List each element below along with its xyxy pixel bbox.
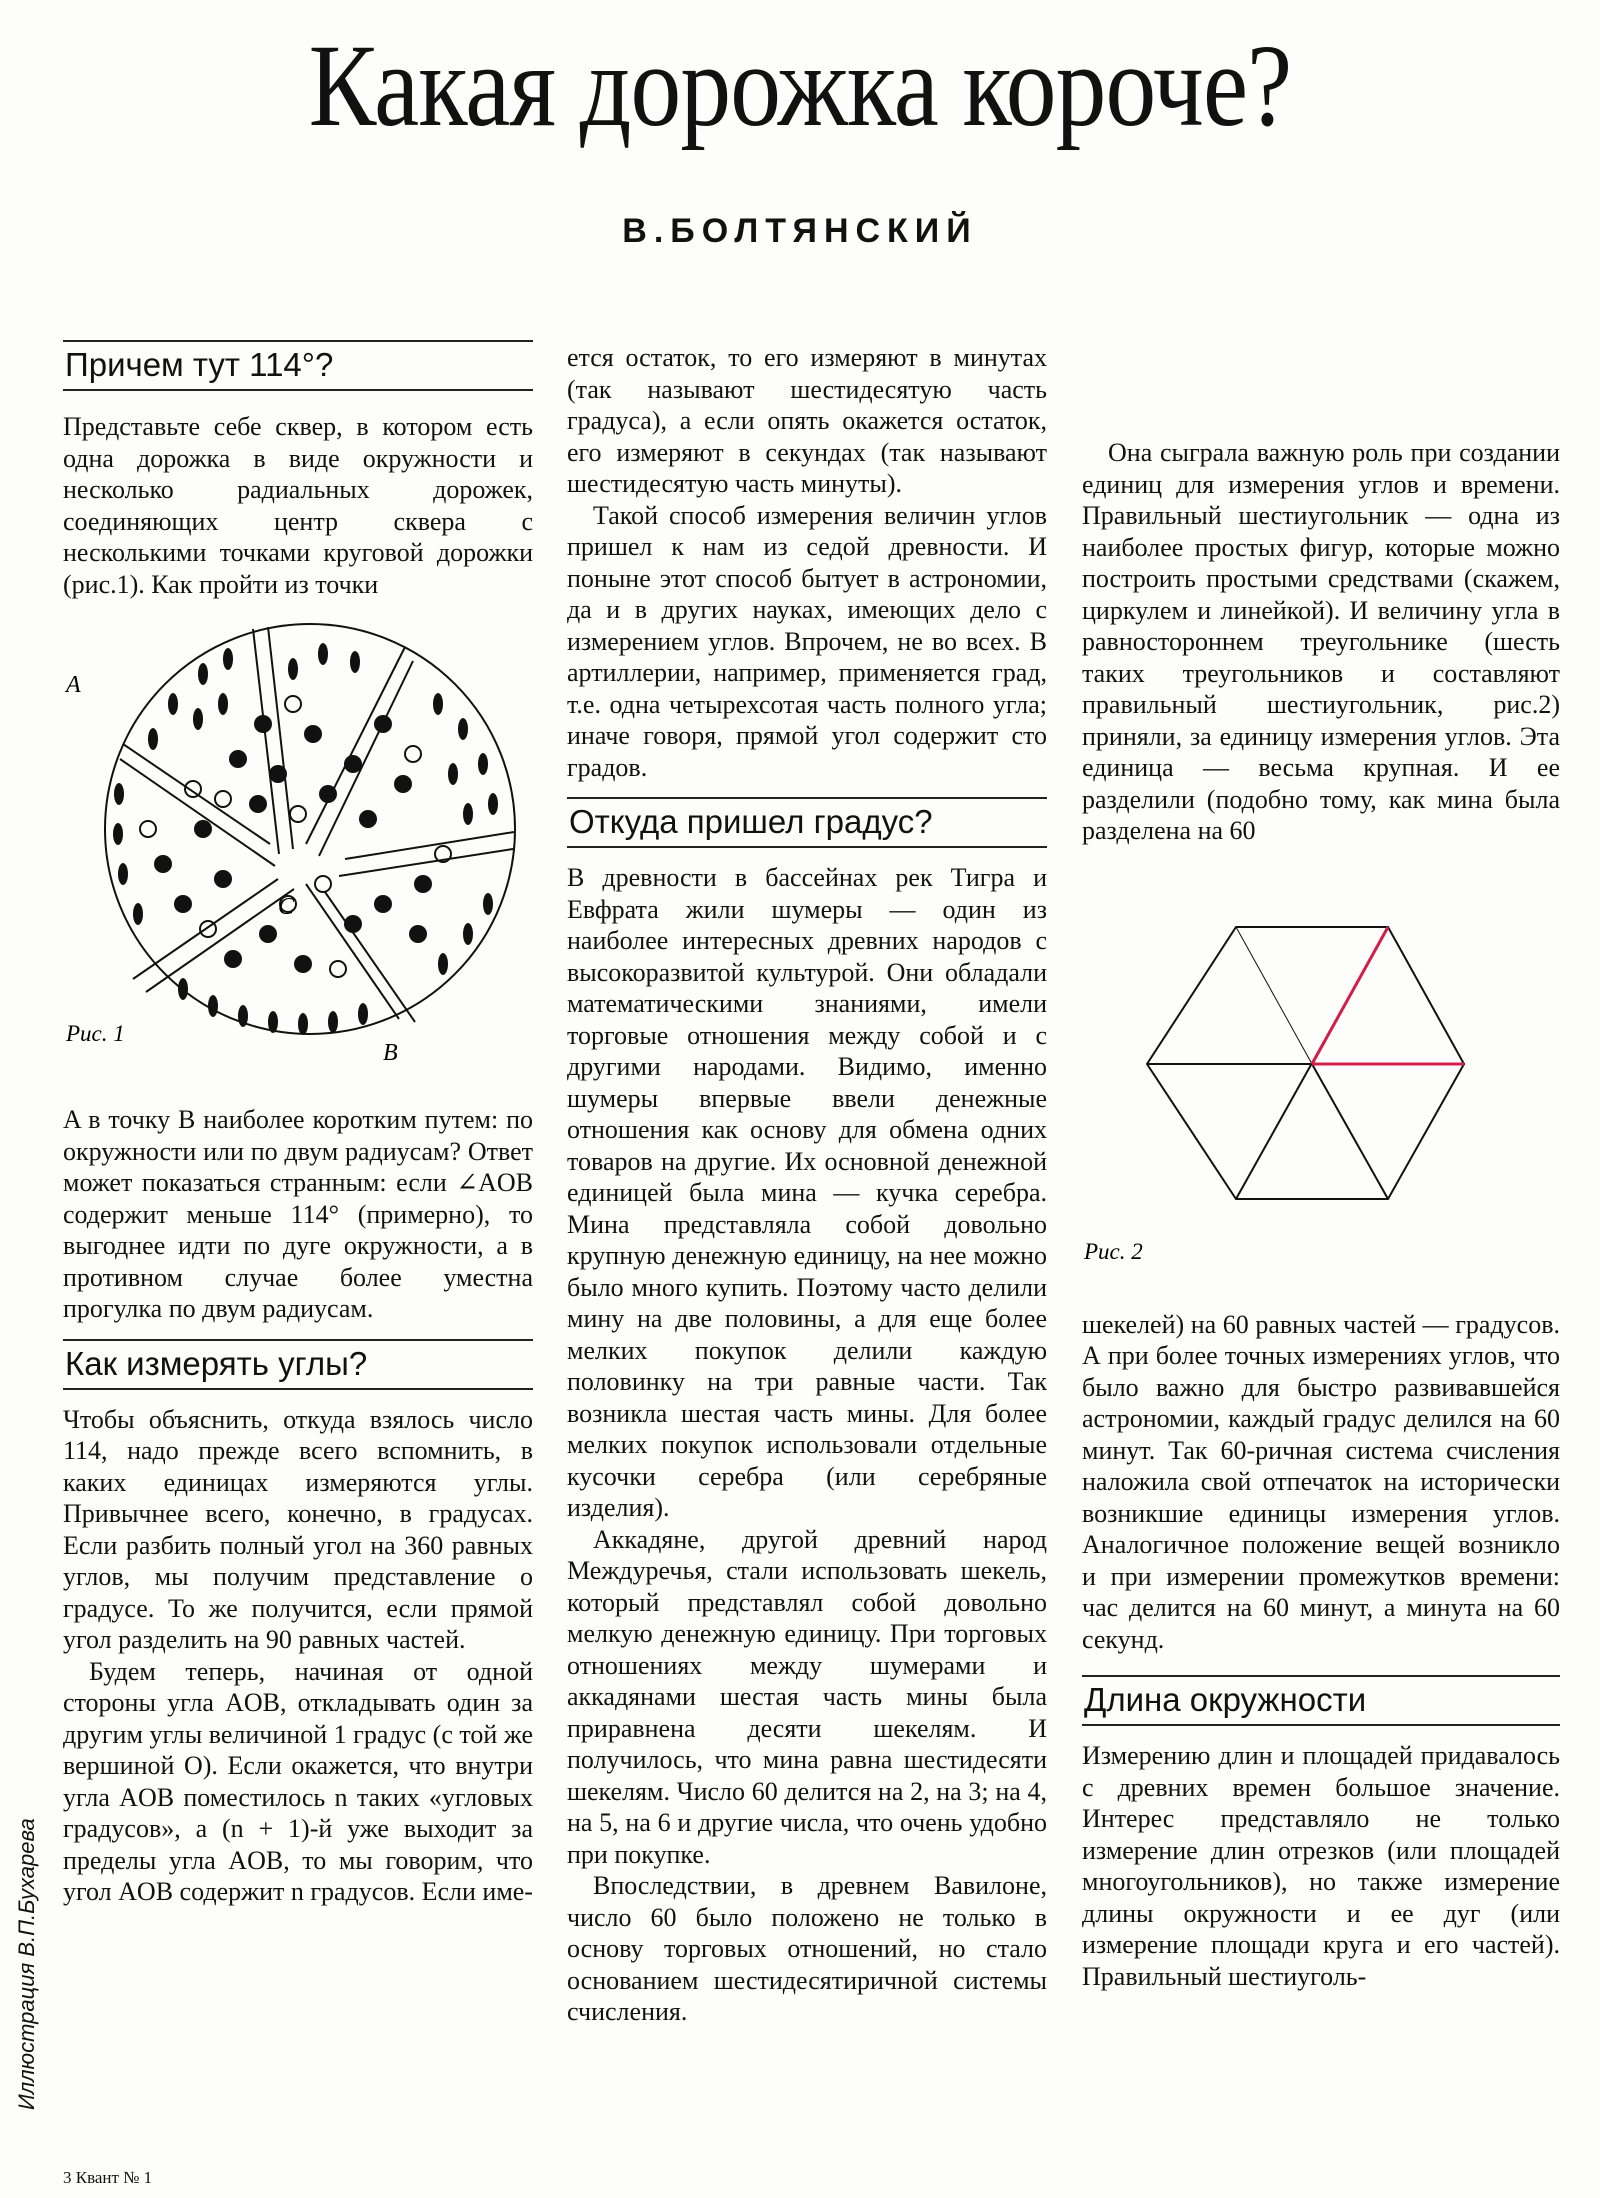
section-heading-angles: Как измерять углы? <box>63 1339 533 1390</box>
column-3 <box>1082 342 1560 1992</box>
paragraph: A в точку B наиболее коротким путем: по окружности или по двум радиусам? Ответ может показаться странным: если ∠AOB содержит меньше 114° (примерно), то выгоднее идти по дуге окружности, а в противном случае более уместна прогулка по двум радиусам. <box>63 1105 533 1323</box>
hexagon-diagram <box>1082 859 1560 1299</box>
paragraph: шекелей) на 60 равных частей — градусов. А при более точных измерениях углов, что было важно для быстро развивавшейся астрономии, каждый градус делился на 60 минут. Так 60-ричная система счисления наложила свой отпечаток на исторически возникшие единицы измерения углов. Аналогичное положение вещей возникло и при измерении промежутков времени: час делится на 60 минут, а минута на 60 секунд. <box>1082 1309 1560 1654</box>
figure-1-caption: Рис. 1 <box>66 1021 125 1046</box>
paragraph: Чтобы объяснить, откуда взялось число 114, надо прежде всего вспомнить, в каких единицах измеряются углы. Привычнее всего, конечно, в градусах. Если разбить полный угол на 360 равных углов, мы получим представление о градусе. То же получится, если прямой угол разделить на 90 равных частей. <box>63 1404 533 1654</box>
paragraph: В древности в бассейнах рек Тигра и Евфрата жили шумеры — один из наиболее интересных древних народов с высокоразвитой культурой. Они обладали математическими знаниями, имели торговые отношения между собой и с другими народами. Видимо, именно шумеры впервые ввели денежные отношения как основу для обмена одних товаров на другие. Их основной денежной единицей была мина — кучка серебра. Мина представляла собой довольно крупную денежную единицу, на нее можно было много купить. Поэтому часто делили мину на две половины, а для еще более мелких покупок делили каждую половинку на три равные части. Так возникла шестая часть мины. Для более мелких покупок использовали отдельные кусочки серебра (или серебряные изделия). <box>567 863 1047 1522</box>
paragraph: Она сыграла важную роль при создании единиц для измерения углов и времени. Правильный шестиугольник — одна из наиболее простых фигур, которые можно построить простыми средствами (скажем, циркулем и линейкой). И величину угла в равностороннем треугольнике (шесть таких треугольников и составляют правильный шестиугольник, рис.2) приняли, за единицу измерения углов. Эта единица — весьма крупная. И ее разделили (подобно тому, как мина была разделена на 60 <box>1082 438 1560 845</box>
tree-icons <box>113 643 498 1035</box>
illustration-credit: Иллюстрация В.П.Бухарева <box>14 1818 39 2110</box>
point-c-label: C <box>278 894 295 920</box>
paragraph: Впоследствии, в древнем Вавилоне, число 60 было положено не только в основу торговых отношений, но стало основанием шестидесятиричной системы счисления. <box>567 1871 1047 2026</box>
column-2 <box>567 342 1047 2028</box>
paragraph: Такой способ измерения величин углов пришел к нам из седой древности. И поныне этот способ бытует в астрономии, да и в других науках, имеющих дело с измерением углов. Впрочем, не во всех. В артиллерии, например, применяется град, т.е. одна четырехсотая часть полного угла; иначе говоря, прямой угол содержит сто градов. <box>567 500 1047 782</box>
figure-2 <box>1082 859 1560 1299</box>
paragraph: Аккадяне, другой древний народ Междуречья, стали использовать шекель, который представлял собой довольно мелкую денежную единицу. При торговых отношениях между шумерами и аккадянами шестая часть мины была приравнена десяти шекелям. И получилось, что мина равна шестидесяти шекелям. Число 60 делится на 2, на 3; на 4, на 5, на 6 и другие числа, что очень удобно при покупке. <box>567 1524 1047 1869</box>
page-footer: 3 Квант № 1 <box>63 2168 153 2187</box>
section-heading-degree-origin: Откуда пришел градус? <box>567 797 1047 848</box>
column-1 <box>63 340 533 1908</box>
section-heading-circumference: Длина окружности <box>1082 1675 1560 1726</box>
deciduous-tree-icons <box>140 696 451 977</box>
point-b-label: B <box>383 1040 398 1064</box>
figure-1 <box>63 614 533 1064</box>
park-diagram <box>63 614 533 1064</box>
article-title: Какая дорожка короче? <box>308 20 1292 151</box>
article-author: В.БОЛТЯНСКИЙ <box>622 212 978 250</box>
figure-2-caption: Рис. 2 <box>1084 1238 1143 1264</box>
section-heading-114: Причем тут 114°? <box>63 340 533 391</box>
paragraph: Представьте себе сквер, в котором есть одна дорожка в виде окружности и несколько радиальных дорожек, соединяющих центр сквера с несколькими точками круговой дорожки (рис.1). Как пройти из точки <box>63 412 533 599</box>
paragraph: Измерению длин и площадей придавалось с древних времен большое значение. Интерес представляло не только измерение длин отрезков (или площадей многоугольников), но также измерение длины окружности и ее дуг (или измерение площади круга и его частей). Правильный шестиуголь- <box>1082 1741 1560 1991</box>
paragraph: ется остаток, то его измеряют в минутах (так называют шестидесятую часть градуса), а если опять окажется остаток, его измеряют в секундах (так называют шестидесятую часть минуты). <box>567 343 1047 498</box>
point-a-label: A <box>66 672 81 698</box>
paragraph: Будем теперь, начиная от одной стороны угла AOB, откладывать один за другим углы величиной 1 градус (с той же вершиной O). Если окажется, что внутри угла AOB поместилось n таких «угловых градусов», а (n + 1)-й уже выходит за пределы угла AOB, то мы говорим, что угол AOB содержит n градусов. Если име- <box>63 1656 533 1906</box>
